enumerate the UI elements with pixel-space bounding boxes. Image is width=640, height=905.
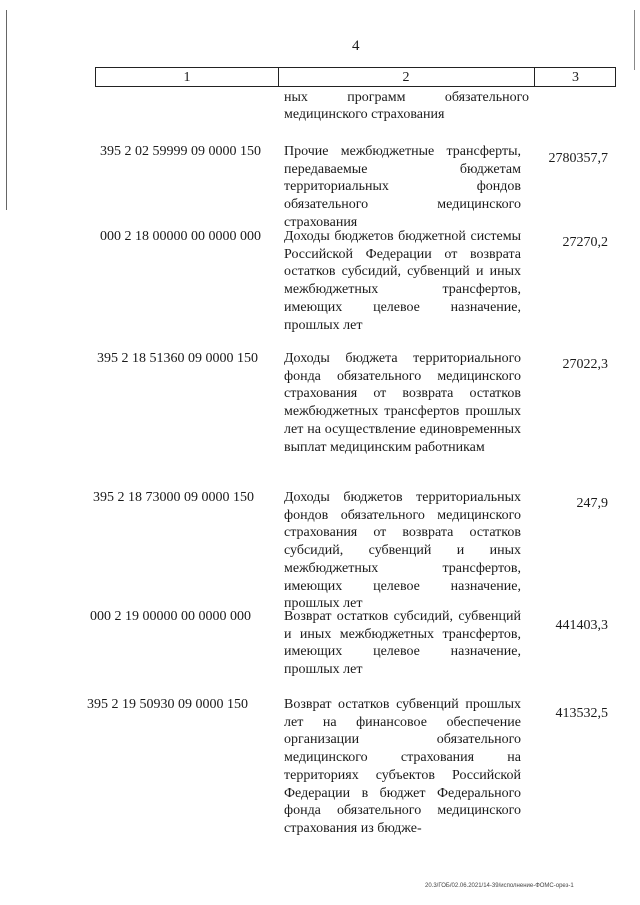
row-amount: 2780357,7: [548, 151, 608, 166]
row-description: Прочие межбюджетные трансферты, передаваемые бюджетам территориальных фондов обязательного медицинского страхования: [284, 144, 521, 230]
row-amount: 413532,5: [555, 706, 608, 721]
continuation-text: ных программ обязательного медицинского страхования: [284, 90, 529, 122]
row-description: Возврат остатков субвенций прошлых лет на финансовое обеспечение организации обязательного медицинского страхования на территориях субъектов Российской Федерации в бюджет Федерального фонда обязательного медицинского страхования из бюдже-: [284, 697, 521, 836]
row-description: Доходы бюджета территориального фонда обязательного медицинского страхования от возврата остатков межбюджетных трансфертов прошлых лет на осуществление единовременных выплат медицинским работникам: [284, 351, 521, 455]
budget-code: 000 2 19 00000 00 0000 000: [90, 609, 251, 624]
header-col-3: 3: [572, 70, 579, 85]
document-footer-id: 20.3/ГОБ/02.06.2021/14-39/исполнение-ФОМС-орез-1: [425, 883, 574, 889]
budget-code: 395 2 02 59999 09 0000 150: [100, 144, 261, 159]
table-header: [95, 67, 616, 87]
header-col-2: 2: [278, 68, 535, 86]
row-amount: 27022,3: [562, 357, 608, 372]
row-amount: 27270,2: [562, 235, 608, 250]
budget-code: 395 2 18 73000 09 0000 150: [93, 490, 254, 505]
right-scan-edge: [634, 10, 635, 70]
budget-code: 000 2 18 00000 00 0000 000: [100, 229, 261, 244]
row-description: Доходы бюджетов территориальных фондов обязательного медицинского страхования от возврата остатков субсидий, субвенций и иных межбюджетных трансфертов, имеющих целевое назначение, прошлых лет: [284, 490, 521, 612]
page-number: 4: [352, 38, 360, 54]
left-scan-edge: [6, 10, 7, 210]
header-col-1: 1: [96, 68, 279, 86]
budget-code: 395 2 19 50930 09 0000 150: [87, 697, 248, 712]
row-amount: 247,9: [576, 496, 608, 511]
budget-code: 395 2 18 51360 09 0000 150: [97, 351, 258, 366]
row-description: Возврат остатков субсидий, субвенций и иных межбюджетных трансфертов, имеющих целевое назначение, прошлых лет: [284, 609, 521, 678]
row-amount: 441403,3: [555, 618, 608, 633]
row-description: Доходы бюджетов бюджетной системы Российской Федерации от возврата остатков субсидий, субвенций и иных межбюджетных трансфертов, имеющих целевое назначение, прошлых лет: [284, 229, 521, 333]
